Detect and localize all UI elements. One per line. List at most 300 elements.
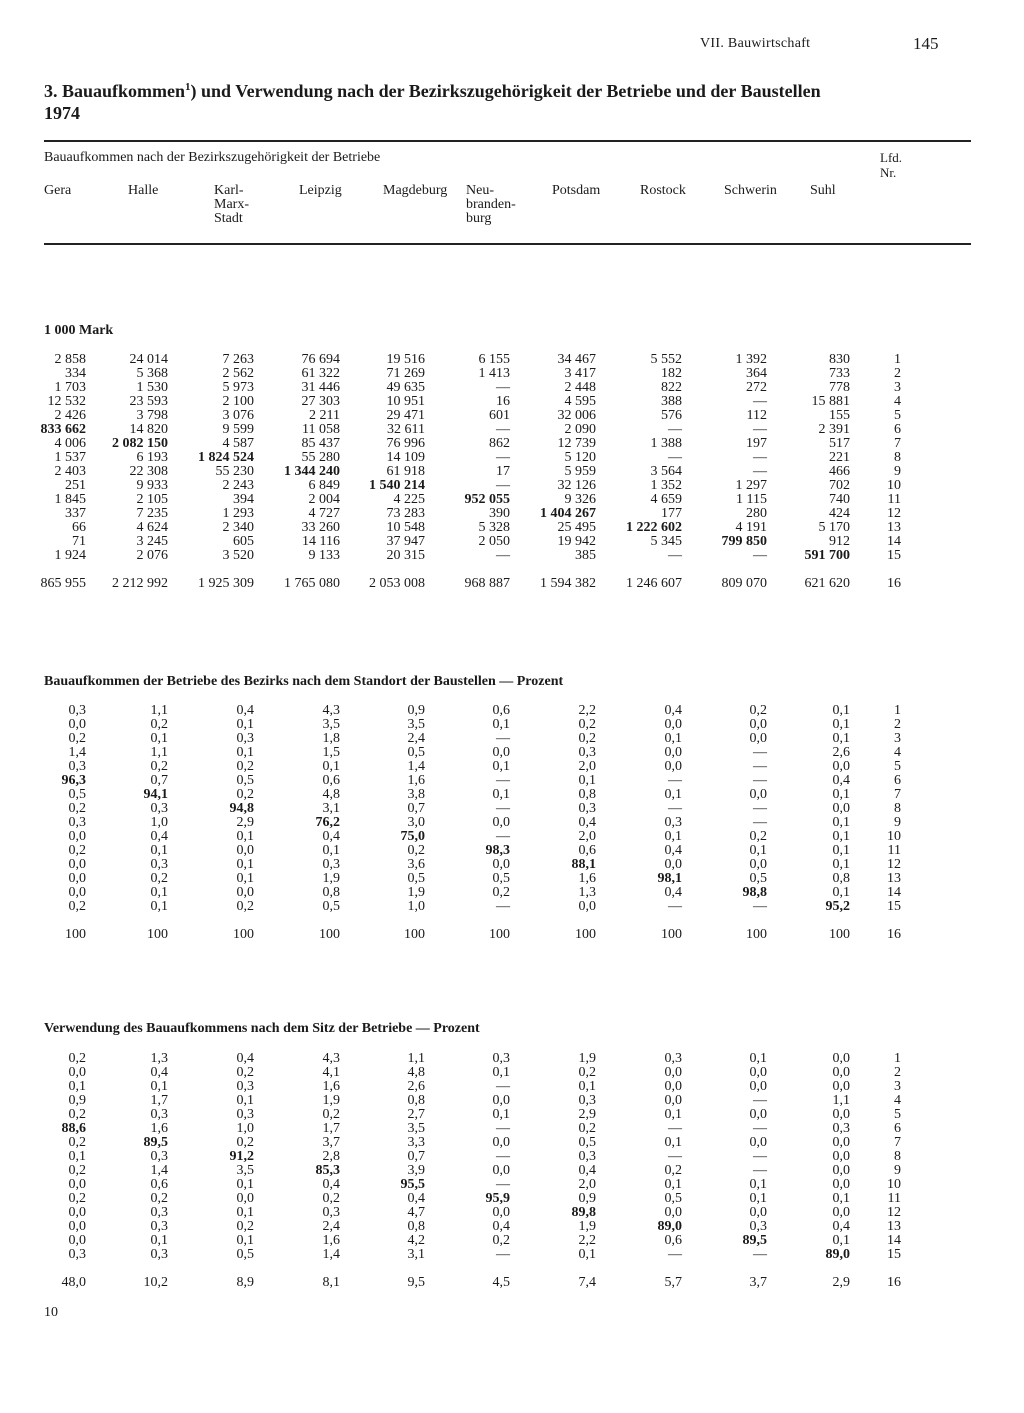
table-cell: 0,1 (150, 885, 168, 900)
table-cell: 112 (746, 408, 767, 423)
table-cell: 0,1 (236, 857, 254, 872)
table-cell: — (668, 1121, 682, 1136)
table-cell: 33 260 (301, 520, 340, 535)
table-cell: 1 392 (735, 352, 767, 367)
table-cell: 0,5 (749, 871, 767, 886)
table-cell: 0,4 (322, 829, 340, 844)
table-cell: — (496, 1149, 510, 1164)
table-cell: 0,2 (68, 1163, 86, 1178)
table-cell: 4,3 (322, 1051, 340, 1066)
table-cell: 0,0 (832, 1177, 850, 1192)
row-number: 3 (894, 731, 901, 746)
table-cell: 2 076 (136, 548, 168, 563)
table-cell: 2 243 (222, 478, 254, 493)
table-cell: 94,1 (143, 787, 168, 802)
table-cell: 0,1 (578, 1079, 596, 1094)
total-row (0, 914, 901, 942)
table-cell: 71 (72, 534, 86, 549)
table-cell: 0,4 (322, 1177, 340, 1192)
table-cell: 4 006 (54, 436, 86, 451)
table-cell: 0,2 (68, 1051, 86, 1066)
row-number: 11 (887, 492, 901, 507)
table-cell: 0,0 (664, 1093, 682, 1108)
table-cell: 0,9 (68, 1093, 86, 1108)
table-cell: 85,3 (315, 1163, 340, 1178)
table-cell: 4,7 (407, 1205, 425, 1220)
table-cell: 14 116 (302, 534, 340, 549)
table-cell: 1 352 (650, 478, 682, 493)
table-cell: 89,5 (143, 1135, 168, 1150)
table-cell: 0,0 (236, 843, 254, 858)
total-cell: 100 (661, 927, 682, 942)
table-cell: 10 548 (386, 520, 425, 535)
table-cell: 89,8 (571, 1205, 596, 1220)
table-cell: 0,1 (150, 731, 168, 746)
running-head: VII. Bauwirtschaft (700, 36, 811, 51)
table-cell: 2 391 (818, 422, 850, 437)
table-cell: 0,3 (150, 1205, 168, 1220)
table-cell: 0,0 (492, 1135, 510, 1150)
table-cell: 0,2 (578, 731, 596, 746)
unit-label: 1 000 Mark (44, 323, 114, 338)
total-cell: 100 (829, 927, 850, 942)
table-cell: 22 308 (129, 464, 168, 479)
table-cell: 0,1 (492, 787, 510, 802)
table-cell: 0,4 (664, 843, 682, 858)
total-cell: 809 070 (721, 576, 767, 591)
table-cell: — (496, 899, 510, 914)
table-cell: 0,1 (832, 885, 850, 900)
table-cell: 4 659 (650, 492, 682, 507)
table-cell: 31 446 (301, 380, 340, 395)
table-cell: 0,0 (664, 759, 682, 774)
table-percent-by-company-seat (0, 1052, 901, 1290)
table-cell: 1,9 (322, 1093, 340, 1108)
row-number: 14 (887, 885, 901, 900)
table-cell: 0,2 (68, 1107, 86, 1122)
table-cell: 19 942 (557, 534, 596, 549)
table-cell: 9 133 (308, 548, 340, 563)
table-cell: 0,8 (407, 1093, 425, 1108)
table-cell: 0,3 (322, 857, 340, 872)
table-row (0, 858, 901, 872)
table-cell: 0,1 (832, 787, 850, 802)
table-row (0, 872, 901, 886)
table-cell: 1 344 240 (284, 464, 340, 479)
table-cell: 5 973 (222, 380, 254, 395)
table-cell: 0,1 (236, 1205, 254, 1220)
row-number: 5 (894, 1107, 901, 1122)
table-cell: 32 006 (557, 408, 596, 423)
row-number: 9 (894, 1163, 901, 1178)
table-cell: 1,6 (578, 871, 596, 886)
table-cell: 591 700 (804, 548, 850, 563)
table-cell: 0,1 (664, 1177, 682, 1192)
table-cell: 605 (233, 534, 254, 549)
total-cell: 1 246 607 (626, 576, 682, 591)
table-row (0, 1220, 901, 1234)
table-cell: 95,2 (825, 899, 850, 914)
section3-title: Verwendung des Bauaufkommens nach dem Sitz der Betriebe — Prozent (44, 1021, 480, 1036)
table-cell: — (668, 422, 682, 437)
table-cell: 0,0 (68, 1177, 86, 1192)
table-cell: 0,4 (664, 885, 682, 900)
table-cell: 0,0 (68, 857, 86, 872)
table-cell: 0,0 (832, 801, 850, 816)
table-cell: 0,3 (150, 1219, 168, 1234)
table-cell: 2,0 (578, 829, 596, 844)
table-cell: 1,4 (150, 1163, 168, 1178)
table-cell: 0,0 (68, 829, 86, 844)
table-cell: 0,1 (492, 717, 510, 732)
table-cell: 5 120 (564, 450, 596, 465)
table-cell: 27 303 (301, 394, 340, 409)
table-cell: 0,2 (236, 759, 254, 774)
table-cell: 3 076 (222, 408, 254, 423)
table-cell: 25 495 (557, 520, 596, 535)
table-cell: 0,1 (236, 829, 254, 844)
table-cell: 55 280 (301, 450, 340, 465)
table-cell: 5 170 (818, 520, 850, 535)
table-cell: 1 297 (735, 478, 767, 493)
table-cell: — (496, 422, 510, 437)
table-cell: 0,1 (749, 843, 767, 858)
table-cell: 76 996 (386, 436, 425, 451)
table-cell: 88,1 (571, 857, 596, 872)
table-cell: 10 951 (386, 394, 425, 409)
table-cell: 89,0 (657, 1219, 682, 1234)
table-cell: 702 (829, 478, 850, 493)
table-cell: 0,3 (322, 1205, 340, 1220)
table-cell: 0,3 (578, 1093, 596, 1108)
row-number: 5 (894, 408, 901, 423)
table-cell: 7 263 (222, 352, 254, 367)
table-cell: 0,0 (832, 1079, 850, 1094)
table-cell: 0,1 (236, 717, 254, 732)
table-cell: 0,1 (236, 1233, 254, 1248)
total-cell: 100 (319, 927, 340, 942)
table-cell: 0,1 (832, 815, 850, 830)
table-cell: 0,0 (664, 1205, 682, 1220)
table-cell: 0,4 (664, 703, 682, 718)
table-cell: 0,6 (322, 773, 340, 788)
table-cell: 0,1 (832, 843, 850, 858)
table-cell: 0,2 (68, 1135, 86, 1150)
table-cell: 0,1 (236, 1177, 254, 1192)
table-cell: — (496, 450, 510, 465)
table-cell: 61 322 (301, 366, 340, 381)
table-row (0, 760, 901, 774)
table-cell: 89,5 (742, 1233, 767, 1248)
total-cell: 7,4 (578, 1275, 596, 1290)
table-cell: 1,1 (150, 745, 168, 760)
table-cell: 0,2 (236, 1135, 254, 1150)
table-subheader: Bauaufkommen nach der Bezirkszugehörigkeit der Betriebe (44, 150, 381, 165)
total-cell: 48,0 (61, 1275, 86, 1290)
table-cell: 1 530 (136, 380, 168, 395)
table-cell: 16 (496, 394, 510, 409)
table-cell: 1,4 (407, 759, 425, 774)
table-cell: 3 564 (650, 464, 682, 479)
table-cell: 91,2 (229, 1149, 254, 1164)
table-cell: 3,9 (407, 1163, 425, 1178)
header-bottom-rule (44, 243, 971, 245)
row-number: 16 (887, 1275, 901, 1290)
table-cell: 4,8 (407, 1065, 425, 1080)
table-cell: 98,1 (657, 871, 682, 886)
table-row (0, 746, 901, 760)
table-cell: 0,2 (150, 1191, 168, 1206)
row-number: 1 (894, 352, 901, 367)
table-cell: — (668, 450, 682, 465)
table-cell: 98,3 (485, 843, 510, 858)
row-number: 4 (894, 1093, 901, 1108)
table-cell: 337 (65, 506, 86, 521)
table-cell: 20 315 (386, 548, 425, 563)
table-cell: 364 (746, 366, 767, 381)
table-cell: — (668, 548, 682, 563)
table-cell: 2,0 (578, 1177, 596, 1192)
table-cell: 0,0 (749, 787, 767, 802)
table-cell: 0,0 (492, 1093, 510, 1108)
table-cell: 0,9 (407, 703, 425, 718)
table-cell: 0,2 (236, 1219, 254, 1234)
table-cell: 0,7 (407, 801, 425, 816)
table-cell: 15 881 (811, 394, 850, 409)
table-row (0, 1136, 901, 1150)
table-cell: 0,0 (492, 745, 510, 760)
table-cell: 0,6 (578, 843, 596, 858)
table-cell: 0,0 (749, 1205, 767, 1220)
table-cell: 0,4 (236, 703, 254, 718)
table-cell: 0,1 (578, 773, 596, 788)
table-cell: 0,1 (832, 703, 850, 718)
table-cell: 0,1 (492, 1065, 510, 1080)
row-number: 2 (894, 366, 901, 381)
table-cell: 0,1 (749, 1191, 767, 1206)
table-cell: — (753, 422, 767, 437)
column-header: Neu- branden- burg (466, 183, 516, 226)
table-cell: 3,1 (407, 1247, 425, 1262)
table-cell: — (496, 1079, 510, 1094)
table-cell: — (496, 548, 510, 563)
table-row (0, 718, 901, 732)
row-number: 8 (894, 450, 901, 465)
table-cell: 2,2 (578, 1233, 596, 1248)
row-number: 7 (894, 787, 901, 802)
table-cell: 11 058 (302, 422, 340, 437)
table-cell: 3 520 (222, 548, 254, 563)
table-cell: 778 (829, 380, 850, 395)
table-cell: 0,3 (578, 1149, 596, 1164)
total-cell: 5,7 (664, 1275, 682, 1290)
table-cell: 0,2 (236, 1065, 254, 1080)
table-cell: 0,4 (578, 815, 596, 830)
table-cell: 0,1 (578, 1247, 596, 1262)
table-cell: 0,2 (492, 1233, 510, 1248)
table-cell: 4 587 (222, 436, 254, 451)
table-cell: — (753, 1163, 767, 1178)
table-cell: 0,1 (664, 829, 682, 844)
table-cell: — (668, 773, 682, 788)
column-header: Magdeburg (383, 183, 448, 198)
table-cell: 466 (829, 464, 850, 479)
total-cell: 100 (233, 927, 254, 942)
table-cell: 2,2 (578, 703, 596, 718)
footnote-marker: 1 (185, 81, 191, 93)
table-cell: 14 820 (129, 422, 168, 437)
table-cell: — (496, 1247, 510, 1262)
total-cell: 9,5 (407, 1275, 425, 1290)
table-cell: 0,6 (664, 1233, 682, 1248)
table-cell: 0,0 (492, 815, 510, 830)
table-cell: 822 (661, 380, 682, 395)
table-row (0, 479, 901, 493)
table-cell: — (496, 1121, 510, 1136)
table-row (0, 353, 901, 367)
row-number: 12 (887, 1205, 901, 1220)
total-cell: 100 (65, 927, 86, 942)
lfd-label: Lfd. (880, 150, 903, 165)
table-row (0, 1178, 901, 1192)
table-cell: 0,3 (832, 1121, 850, 1136)
table-cell: 0,0 (749, 857, 767, 872)
table-cell: — (753, 745, 767, 760)
table-cell: 0,3 (664, 1051, 682, 1066)
table-cell: 2 562 (222, 366, 254, 381)
table-cell: 0,0 (578, 899, 596, 914)
row-number: 1 (894, 703, 901, 718)
table-cell: 3,7 (322, 1135, 340, 1150)
table-cell: 0,3 (150, 1247, 168, 1262)
total-cell: 2 053 008 (369, 576, 425, 591)
table-cell: — (753, 759, 767, 774)
table-cell: 1,9 (578, 1051, 596, 1066)
table-row (0, 521, 901, 535)
table-cell: 0,2 (322, 1107, 340, 1122)
table-cell: 0,1 (150, 843, 168, 858)
row-number: 2 (894, 1065, 901, 1080)
table-cell: 3,1 (322, 801, 340, 816)
table-cell: 0,3 (150, 1149, 168, 1164)
nr-label: Nr. (880, 165, 897, 180)
table-cell: 2,8 (322, 1149, 340, 1164)
table-row (0, 1094, 901, 1108)
table-cell: 3,8 (407, 787, 425, 802)
table-cell: 0,2 (150, 759, 168, 774)
row-number: 12 (887, 506, 901, 521)
table-cell: 61 918 (386, 464, 425, 479)
table-row (0, 1080, 901, 1094)
table-row (0, 774, 901, 788)
table-row (0, 465, 901, 479)
table-cell: 0,0 (664, 1065, 682, 1080)
table-cell: 0,0 (664, 717, 682, 732)
title-part1: 3. Bauaufkommen (44, 81, 186, 101)
table-cell: 0,1 (68, 1149, 86, 1164)
column-header: Gera (44, 183, 72, 198)
table-row (0, 732, 901, 746)
table-cell: 2,6 (407, 1079, 425, 1094)
total-cell: 968 887 (464, 576, 510, 591)
table-cell: 0,2 (407, 843, 425, 858)
table-cell: 88,6 (61, 1121, 86, 1136)
table-cell: 799 850 (721, 534, 767, 549)
table-cell: — (496, 1177, 510, 1192)
table-cell: 0,0 (492, 857, 510, 872)
table-row (0, 788, 901, 802)
column-header: Karl- Marx- Stadt (214, 183, 249, 226)
table-cell: 0,0 (832, 1163, 850, 1178)
table-cell: 0,2 (68, 731, 86, 746)
table-cell: 1,9 (407, 885, 425, 900)
table-cell: 1,0 (150, 815, 168, 830)
table-cell: 0,5 (322, 899, 340, 914)
table-cell: 2,0 (578, 759, 596, 774)
table-cell: 0,1 (664, 1135, 682, 1150)
row-number: 12 (887, 857, 901, 872)
table-cell: 0,0 (832, 1205, 850, 1220)
table-cell: 0,0 (749, 1135, 767, 1150)
table-cell: 12 739 (557, 436, 596, 451)
table-cell: 1 404 267 (540, 506, 596, 521)
table-cell: 0,1 (236, 745, 254, 760)
table-cell: 32 126 (557, 478, 596, 493)
row-number: 1 (894, 1051, 901, 1066)
row-number: 10 (887, 478, 901, 493)
table-cell: 0,2 (68, 843, 86, 858)
table-cell: 0,2 (68, 1191, 86, 1206)
table-cell: 0,4 (236, 1051, 254, 1066)
table-cell: 2 211 (309, 408, 340, 423)
table-cell: 1,5 (322, 745, 340, 760)
table-cell: 0,0 (832, 759, 850, 774)
table-cell: 0,3 (68, 1247, 86, 1262)
table-cell: 1,9 (578, 1219, 596, 1234)
table-cell: 0,2 (749, 829, 767, 844)
table-cell: 0,0 (492, 1163, 510, 1178)
table-cell: 2 100 (222, 394, 254, 409)
table-cell: 0,4 (407, 1191, 425, 1206)
table-cell: 1 824 524 (198, 450, 254, 465)
total-cell: 100 (404, 927, 425, 942)
table-cell: 3 417 (564, 366, 596, 381)
table-cell: 0,5 (407, 871, 425, 886)
table-cell: 0,3 (236, 1079, 254, 1094)
table-cell: 0,2 (236, 787, 254, 802)
table-row (0, 1248, 901, 1262)
table-cell: 0,7 (150, 773, 168, 788)
row-number: 13 (887, 520, 901, 535)
table-cell: 49 635 (386, 380, 425, 395)
table-cell: 0,2 (322, 1191, 340, 1206)
table-cell: 0,4 (578, 1163, 596, 1178)
table-cell: 733 (829, 366, 850, 381)
total-cell: 865 955 (40, 576, 86, 591)
table-cell: — (753, 899, 767, 914)
table-cell: 0,2 (150, 717, 168, 732)
table-cell: 251 (65, 478, 86, 493)
row-number: 4 (894, 745, 901, 760)
table-row (0, 451, 901, 465)
table-cell: 0,1 (832, 731, 850, 746)
table-cell: 76 694 (301, 352, 340, 367)
table-cell: 0,1 (236, 1093, 254, 1108)
table-cell: 0,4 (492, 1219, 510, 1234)
table-cell: 3 798 (136, 408, 168, 423)
table-cell: 0,1 (832, 717, 850, 732)
table-title (44, 76, 844, 124)
